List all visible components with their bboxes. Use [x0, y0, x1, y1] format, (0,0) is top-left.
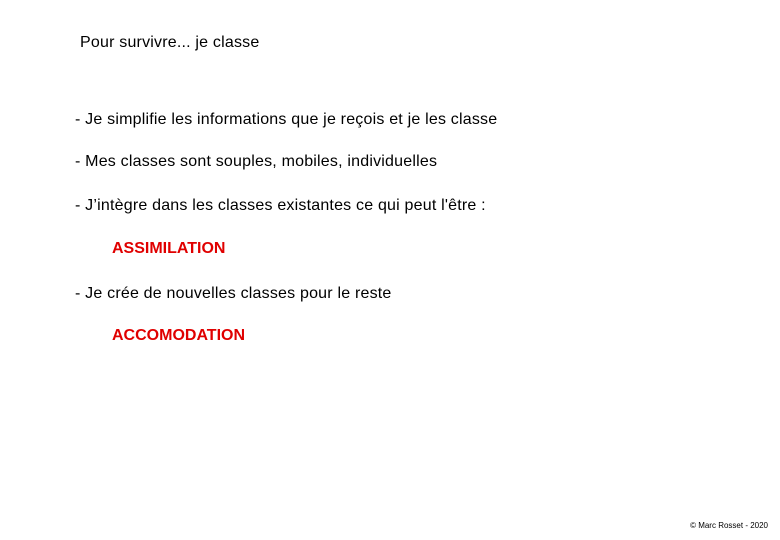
bullet-new-classes: - Je crée de nouvelles classes pour le reste [75, 285, 392, 302]
bullet-flexible-classes: - Mes classes sont souples, mobiles, individuelles [75, 153, 438, 170]
slide-title: Pour survivre... je classe [80, 34, 260, 51]
bullet-simplify: - Je simplifie les informations que je reçois et je les classe [75, 111, 498, 128]
bullet-integrate: - J’intègre dans les classes existantes ce qui peut l'être : [75, 197, 486, 214]
copyright-notice: © Marc Rosset - 2020 [690, 521, 768, 530]
keyword-accomodation: ACCOMODATION [112, 327, 246, 344]
keyword-assimilation: ASSIMILATION [112, 240, 226, 257]
